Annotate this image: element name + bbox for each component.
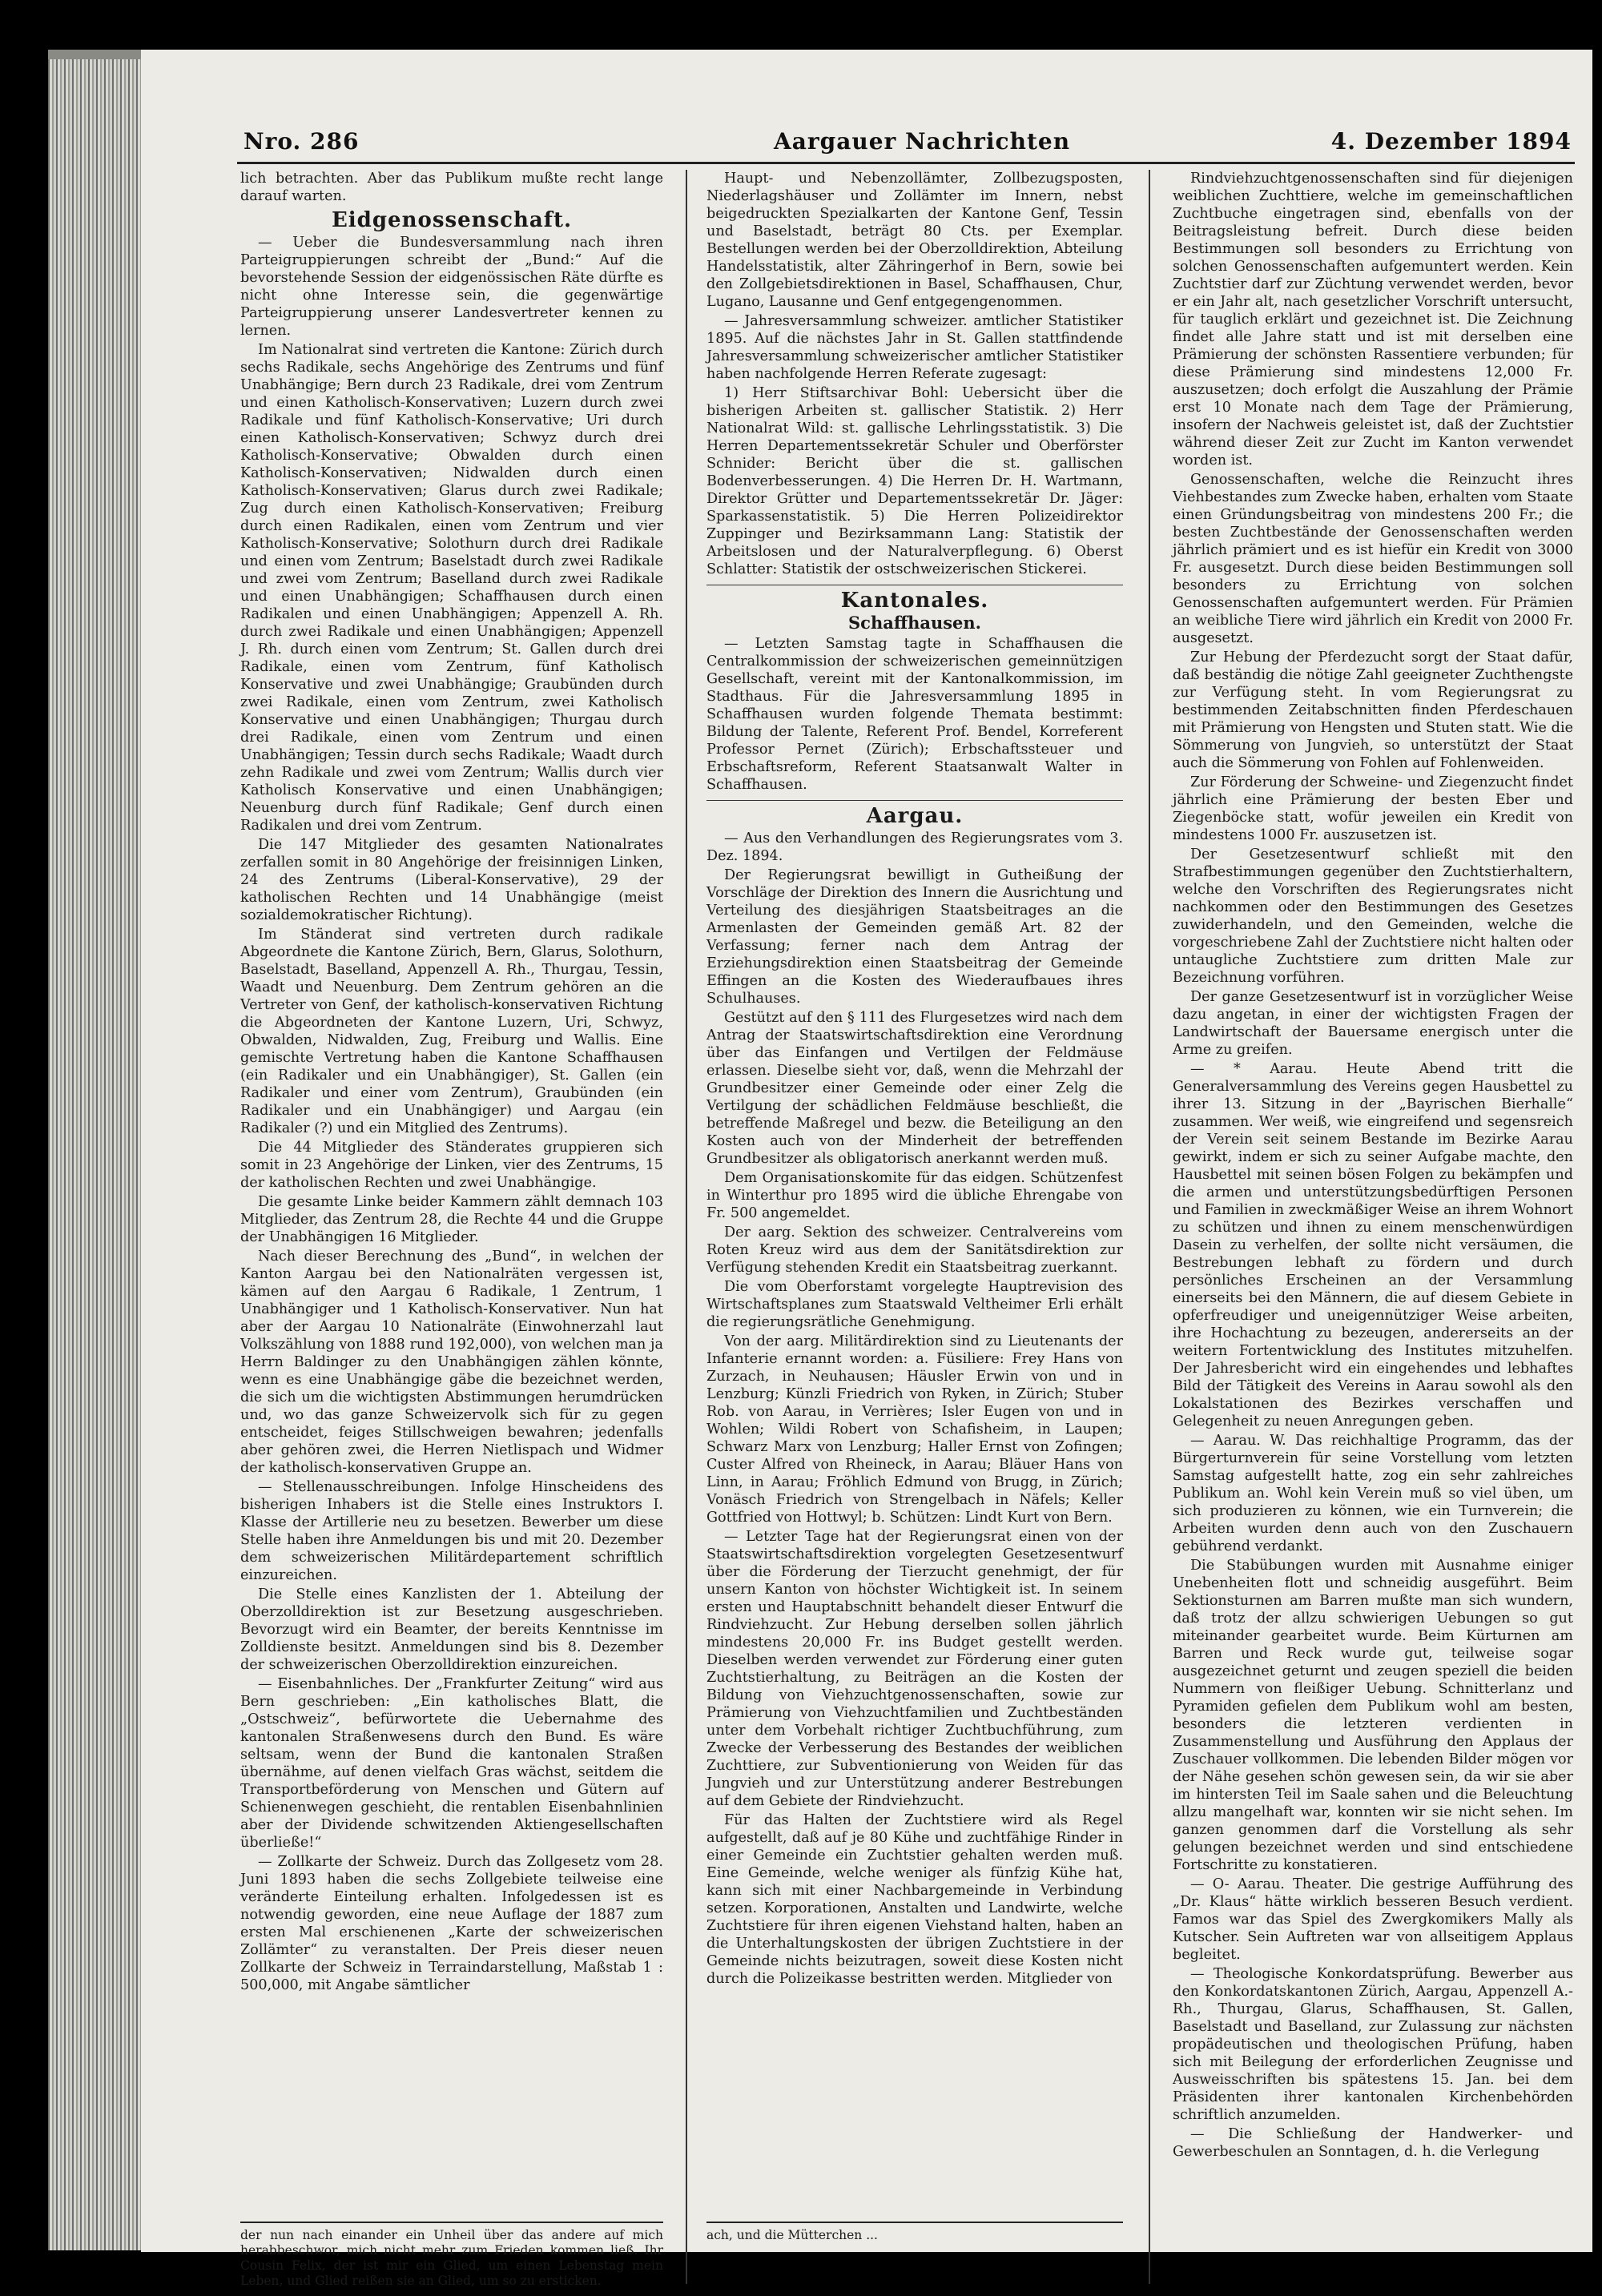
subsection-title-schaffhausen: Schaffhausen. [848,613,981,633]
newspaper-page [141,50,1592,2288]
column-3-body [1173,170,1573,2161]
article-paragraph: — Aus den Verhandlungen des Regierungsrates vom 3. Dez. 1894. [706,830,1123,864]
feuilleton-text-1: der nun nach einander ein Unheil über das andere auf mich herabbeschwor, mich nicht mehr zum Frieden kommen ließ. Ihr Cousin Felix, der ist mir ein Glied, um einen Lebenstag mein Leben, und Glied reißen sie an Glied, um so zu ersticken. [240,2228,663,2288]
aargau-body [706,830,1123,1988]
issue-date: 4. Dezember 1894 [1330,128,1572,155]
article-paragraph: Im Ständerat sind vertreten durch radikale Abgeordnete die Kantone Zürich, Bern, Glarus, Solothurn, Baselstadt, Baselland, Appenzell A. Rh., Thurgau, Tessin, Waadt und Neuenburg. Dem Zentrum gehören an die Vertreter von Genf, der katholisch-konservativen Richtung die Abgeordneten der Kantone Luzern, Uri, Schwyz, Obwalden, Nidwalden, Zug, Freiburg und Wallis. Eine gemischte Vertretung haben die Kantone Schaffhausen (ein Radikaler und ein Unabhängiger), St. Gallen (ein Radikaler und einer vom Zentrum), Graubünden (ein Radikaler und ein Unabhängiger) und Aargau (ein Radikaler (?) und ein Mitglied des Zentrums). [240,927,663,1136]
article-paragraph: — Zollkarte der Schweiz. Durch das Zollgesetz vom 28. Juni 1893 haben die sechs Zollgebiete teilweise eine veränderte Einteilung erhalten. Infolgedessen ist es notwendig geworden, eine neue Auflage der 1887 zum ersten Mal erschienenen „Karte der schweizerischen Zollämter“ zu veranstalten. Der Preis dieser neuen Zollkarte der Schweiz in Terraindarstellung, Maßstab 1 : 500,000, mit Angabe sämtlicher [240,1854,663,1993]
section-rule [706,800,1123,801]
article-paragraph: Nach dieser Berechnung des „Bund“, in welchen der Kanton Aargau bei den Nationalräten vergessen ist, kämen auf den Aargau 6 Radikale, 1 Zentrum, 1 Unabhängiger und 1 Katholisch-Konservativer. Nun hat aber der Aargau 10 Nationalräte (Einwohnerzahl laut Volkszählung von 1888 rund 192,000), von welchen man ja Herrn Baldinger zu den Unabhängigen zählen könnte, wenn es eine Unabhängige gäbe die bezeichnet werden, die sich um die wichtigsten Abstimmungen herumdrücken und, wo das ganze Schweizervolk sich für zu gegen entscheidet, feiges Stillschweigen bewahren; jedenfalls aber gehören zwei, die Herren Nietlispach und Widmer der katholisch-konservativen Gruppe an. [240,1249,663,1476]
article-paragraph: Dem Organisationskomite für das eidgen. Schützenfest in Winterthur pro 1895 wird die übliche Ehrengabe von Fr. 500 angemeldet. [706,1170,1123,1221]
column-2 [706,170,1123,2260]
column-3 [1173,170,1573,2260]
article-paragraph: — Jahresversammlung schweizer. amtlicher Statistiker 1895. Auf die nächstes Jahr in St. Gallen stattfindende Jahresversammlung schweizerischer amtlicher Statistiker haben nachfolgende Herren Referate zugesagt: [706,313,1123,382]
column-1 [240,170,663,2260]
article-paragraph: — Ueber die Bundesversammlung nach ihren Parteigruppierungen schreibt der „Bund:“ Auf die bevorstehende Session der eidgenössischen Räte dürfte es nicht ohne Interesse sein, die gegenwärtige Parteigruppierung unserer Landesvertreter kennen zu lernen. [240,235,663,339]
feuilleton-rule-1 [240,2222,663,2223]
article-paragraph: Der ganze Gesetzesentwurf ist in vorzüglicher Weise dazu angetan, in einer der wichtigsten Fragen der Landwirtschaft der Bauersame energisch unter die Arme zu greifen. [1173,989,1573,1058]
column-separator-2 [1149,170,1150,2284]
article-paragraph: 1) Herr Stiftsarchivar Bohl: Uebersicht über die bisherigen Arbeiten st. gallischer Statistik. 2) Herr Nationalrat Wild: st. gallische Lehrlingsstatistik. 3) Die Herren Departementssekretär Schuler und Oberförster Schnider: Bericht über die st. gallischen Bodenverbesserungen. 4) Die Herren Dr. H. Wartmann, Direktor Grütter und Departementssekretär Dr. Jäger: Sparkassenstatistik. 5) Die Herren Polizeidirektor Zuppinger und Bezirksammann Lang: Statistik der Arbeitslosen und der Naturalverpflegung. 6) Oberst Schlatter: Statistik der ostschweizerischen Stickerei. [706,385,1123,577]
article-paragraph: Die gesamte Linke beider Kammern zählt demnach 103 Mitglieder, das Zentrum 28, die Rechte 44 und die Gruppe der Unabhängigen 16 Mitglieder. [240,1194,663,1245]
article-paragraph: — Letzter Tage hat der Regierungsrat einen von der Staatswirtschaftsdirektion vorgelegten Gesetzesentwurf über die Förderung der Tierzucht genehmigt, der für unsern Kanton von höchster Wichtigkeit ist. In seinem ersten und Hauptabschnitt behandelt dieser Entwurf die Rindviehzucht. Zur Hebung derselben sollen jährlich mindestens 20,000 Fr. ins Budget gestellt werden. Dieselben werden verwendet zur Förderung einer guten Zuchtstierhaltung, zu Beiträgen an die Kosten der Bildung von Viehzuchtgenossenschaften, sowie zur Prämierung von Viehzuchtfamilien und Zuchtbeständen unter dem Vorbehalt richtiger Zuchtbuchführung, zum Zwecke der Verbesserung des Bestandes der weiblichen Zuchttiere, zur Subventionierung von Weiden für das Jungvieh und zur Unterstützung anderer Bestrebungen auf dem Gebiete der Rindviehzucht. [706,1529,1123,1809]
article-paragraph: Zur Hebung der Pferdezucht sorgt der Staat dafür, daß beständig die nötige Zahl geeigneter Zuchthengste zur Verfügung steht. In vom Regierungsrat zu bestimmenden Zeitabschnitten finden Pferdeschauen mit Prämierung von Hengsten und Stuten statt. Wie die Sömmerung von Jungvieh, so unterstützt der Staat auch die Sömmerung von Fohlen auf Fohlenweiden. [1173,649,1573,771]
article-paragraph: Genossenschaften, welche die Reinzucht ihres Viehbestandes zum Zwecke haben, erhalten vom Staate einen Gründungsbeitrag von mindestens 200 Fr.; die besten Zuchtbestände der Genossenschaften werden jährlich prämiert und es ist hiefür ein Kredit von 3000 Fr. ausgesetzt. Durch diese beiden Bestimmungen soll besonders zu Errichtung von solchen Genossenschaften aufgemuntert werden. Für Prämien an weibliche Tiere wird jährlich ein Kredit von 2000 Fr. ausgesetzt. [1173,472,1573,646]
article-paragraph: Die 147 Mitglieder des gesamten Nationalrates zerfallen somit in 80 Angehörige der freisinnigen Linken, 24 des Zentrums (Liberal-Konservative), 29 der katholischen Rechten und 14 Unabhängige (meist sozialdemokratischer Richtung). [240,837,663,923]
article-paragraph: Der aarg. Sektion des schweizer. Centralvereins vom Roten Kreuz wird aus dem der Sanitätsdirektion zur Verfügung stehenden Kredit ein Staatsbeitrag zuerkannt. [706,1224,1123,1276]
column-1-body [240,234,663,1994]
intro-text: lich betrachten. Aber das Publikum mußte recht lange darauf warten. [240,171,663,204]
article-paragraph: Der Gesetzesentwurf schließt mit den Strafbestimmungen gegenüber den Zuchtstierhaltern, welche den Vorschriften des Regierungsrates nicht nachkommen oder den Bestimmungen des Gesetzes zuwiderhandeln, und den Gemeinden, welche die vorgeschriebene Zahl der Zuchtstiere nicht halten oder untaugliche Zuchtstiere zum dritten Male zur Bezeichnung vorführen. [1173,846,1573,986]
article-paragraph: Gestützt auf den § 111 des Flurgesetzes wird nach dem Antrag der Staatswirtschaftsdirektion eine Verordnung über das Einfangen und Vertilgen der Feldmäuse erlassen. Dieselbe sieht vor, daß, wenn die Mehrzahl der Grundbesitzer einer Gemeinde oder einer Zelg die Vertilgung der schädlichen Feldmäuse beschließt, die betreffende Maßregel und bezw. die Beteiligung an den Kosten auch von der Minderheit der betreffenden Grundbesitzer als obligatorisch anerkannt werden muß. [706,1010,1123,1167]
article-paragraph: — Aarau. W. Das reichhaltige Programm, das der Bürgerturnverein für seine Vorstellung vom letzten Samstag aufgestellt hatte, zog ein sehr zahlreiches Publikum an. Wohl kein Verein muß so viel üben, um sich produzieren zu können, wie ein Turnverein; die Arbeiten wurden denn auch von den Zuschauern gebührend verdankt. [1173,1433,1573,1554]
article-paragraph: — Stellenausschreibungen. Infolge Hinscheidens des bisherigen Inhabers ist die Stelle eines Instruktors I. Klasse der Artillerie neu zu besetzen. Bewerber um diese Stelle haben ihre Anmeldungen bis und mit 20. Dezember dem schweizerischen Militärdepartement schriftlich einzureichen. [240,1479,663,1583]
header-rule [237,162,1575,164]
section-title-aargau: Aargau. [866,804,964,828]
book-spine-top [48,50,144,59]
article-paragraph: Die 44 Mitglieder des Ständerates gruppieren sich somit in 23 Angehörige der Linken, vier des Zentrums, 15 der katholischen Rechten und zwei Unabhängige. [240,1140,663,1191]
issue-number: Nro. 286 [244,128,360,155]
article-paragraph: — * Aarau. Heute Abend tritt die Generalversammlung des Vereins gegen Hausbettel zu ihrer 13. Sitzung in der „Bayrischen Bierhalle“ zusammen. Wer weiß, wie eingreifend und segensreich der Verein seit seinem Bestande im Bezirke Aarau gewirkt, indem er sich zu seiner Aufgabe machte, den Hausbettel mit seinen bösen Folgen zu bekämpfen und die armen und unterstützungsbedürftigen Personen und Familien in zweckmäßiger Weise an ihrem Wohnort zu schützen und ihnen zu einem menschenwürdigen Dasein zu verhelfen, der sollte nicht versäumen, die Bestrebungen lebhaft zu fördern und durch persönliches Erscheinen an der Versammlung einerseits bei den Männern, die auf diesem Gebiete in opferfreudiger und uneigennütziger Weise arbeiten, ihre Hochachtung zu bezeugen, andererseits an der weitern Fortentwicklung des Institutes mitzuhelfen. Der Jahresbericht wird ein eingehendes und lebhaftes Bild der Tätigkeit des Vereins in Aarau sowohl als den Lokalstationen des Bezirkes verschaffen und Gelegenheit zu neuen Anregungen geben. [1173,1061,1573,1429]
article-paragraph: Die Stabübungen wurden mit Ausnahme einiger Unebenheiten flott und schneidig ausgeführt. Beim Sektionsturnen am Barren mußte man sich wundern, daß trotz der allzu schwierigen Uebungen so gut miteinander gearbeitet wurde. Beim Kürturnen am Barren und Reck wurde gut, teilweise sogar ausgezeichnet geturnt und zeugen speziell die beiden Nummern von fleißiger Uebung. Schnitterlanz und Pyramiden gefielen dem Publikum wohl am besten, besonders die letzteren verdienten in Zusammenstellung und Ausführung den Applaus der Zuschauer vollkommen. Die lebenden Bilder mögen vor der Nähe gesehen schön gewesen sein, da wir sie aber im hintersten Teil im Saale sahen und die Beleuchtung allzu mangelhaft war, konnten wir sie nicht sehen. Im ganzen genommen darf die Vorstellung als sehr gelungen bezeichnet werden und sind entschiedene Fortschritte zu konstatieren. [1173,1558,1573,1873]
article-paragraph: — Eisenbahnliches. Der „Frankfurter Zeitung“ wird aus Bern geschrieben: „Ein katholisches Blatt, die „Ostschweiz“, befürwortete die Uebernahme des kantonalen Straßenwesens durch den Bund. Es wäre seltsam, wenn der Bund die kantonalen Straßen übernähme, auf denen vielfach Gras wächst, seitdem die Transportbeförderung von Menschen und Gütern auf Schienenwegen geschieht, die rentablen Eisenbahnlinien aber der Dividende schwitzenden Aktiengesellschaften überließe!“ [240,1676,663,1851]
article-paragraph: Zur Förderung der Schweine- und Ziegenzucht findet jährlich eine Prämierung der besten Eber und Ziegenböcke statt, wofür jeweilen ein Kredit von mindestens 1000 Fr. auszusetzen ist. [1173,774,1573,843]
book-spine-edge [48,56,144,2250]
feuilleton-rule-2 [706,2222,1123,2223]
column-2-top [706,170,1123,578]
article-paragraph: Im Nationalrat sind vertreten die Kantone: Zürich durch sechs Radikale, sechs Angehörige des Zentrums und fünf Unabhängige; Bern durch 23 Radikale, drei vom Zentrum und einen Katholisch-Konservativen; Luzern durch zwei Radikale und fünf Katholisch-Konservative; Uri durch einen Katholisch-Konservativen; Schwyz durch drei Katholisch-Konservative; Obwalden durch einen Katholisch-Konservativen; Nidwalden durch einen Katholisch-Konservativen; Glarus durch zwei Radikale; Zug durch einen Katholisch-Konservativen; Freiburg durch einen Radikalen, einen vom Zentrum und vier Katholisch-Konservative; Solothurn durch drei Radikale und einen vom Zentrum; Baselstadt durch zwei Radikale und zwei vom Zentrum; Baselland durch zwei Radikale und einen Unabhängigen; Schaffhausen durch einen Radikalen und einen Unabhängigen; Appenzell A. Rh. durch zwei Radikale und einen Unabhängigen; Appenzell J. Rh. durch einen vom Zentrum; St. Gallen durch drei Radikale, einen vom Zentrum, fünf Katholisch Konservative und zwei Unabhängige; Graubünden durch zwei Radikale, einen vom Zentrum, zwei Katholisch Konservative und einen Unabhängigen; Thurgau durch drei Radikale, einen vom Zentrum und einen Unabhängigen; Tessin durch sechs Radikale; Waadt durch zehn Radikale und zwei vom Zentrum; Wallis durch vier Katholisch Konservative und einen Unabhängigen; Neuenburg durch fünf Radikale; Genf durch einen Radikalen und drei vom Zentrum. [240,342,663,834]
article-paragraph: — Die Schließung der Handwerker- und Gewerbeschulen an Sonntagen, d. h. die Verlegung [1173,2126,1573,2160]
article-paragraph: Haupt- und Nebenzollämter, Zollbezugsposten, Niederlagshäuser und Zollämter im Innern, nebst beigedruckten Spezialkarten der Kantone Genf, Tessin und Baselstadt, beträgt 80 Cts. per Exemplar. Bestellungen werden bei der Oberzolldirektion, Abteilung Handelsstatistik, alter Zähringerhof in Bern, sowie bei den Zollgebietsdirektionen in Basel, Schaffhausen, Chur, Lugano, Lausanne und Genf entgegengenommen. [706,171,1123,310]
article-paragraph: Rindviehzuchtgenossenschaften sind für diejenigen weiblichen Zuchttiere, welche im gemeinschaftlichen Zuchtbuche eingetragen sind, ebenfalls von der Beitragsleistung befreit. Durch diese beiden Bestimmungen soll besonders zu Errichtung von solchen Genossenschaften aufgemuntert werden. Kein Zuchtstier darf zur Züchtung verwendet werden, bevor er ein Jahr alt, nach gesetzlicher Vorschrift untersucht, für tauglich erklärt und gezeichnet ist. Die Zeichnung findet alle Jahre statt und ist mit derselben eine Prämierung der schönsten Rassentiere verbunden; für diese Prämierung sind mindestens 12,000 Fr. auszusetzen; doch erfolgt die Auszahlung der Prämie erst 10 Monate nach dem Tage der Prämierung, insofern der Nachweis geleistet ist, daß der Zuchtstier während dieser Zeit zur Zucht im Kanton verwendet worden ist. [1173,171,1573,468]
masthead-title: Aargauer Nachrichten [774,128,1071,155]
article-paragraph: — O- Aarau. Theater. Die gestrige Aufführung des „Dr. Klaus“ hätte wirklich besseren Besuch verdient. Famos war das Spiel des Zwergkomikers Mally als Kutscher. Sein Auftreten war von allseitigem Applaus begleitet. [1173,1876,1573,1963]
feuilleton-text-2: ach, und die Mütterchen ... [706,2228,878,2242]
article-paragraph: Die vom Oberforstamt vorgelegte Hauptrevision des Wirtschaftsplanes zum Staatswald Veltheimer Erli erhält die regierungsrätliche Genehmigung. [706,1279,1123,1330]
section-title-kantonales: Kantonales. [840,589,989,613]
article-paragraph: — Theologische Konkordatsprüfung. Bewerber aus den Konkordatskantonen Zürich, Aargau, Appenzell A.-Rh., Thurgau, Glarus, Schaffhausen, St. Gallen, Baselstadt und Baselland, zur Zulassung zur nächsten propädeutischen und theologischen Prüfung, haben sich mit Beilegung der erforderlichen Zeugnisse und Ausweisschriften bis spätestens 15. Jan. bei dem Präsidenten ihrer kantonalen Kirchenbehörden schriftlich anzumelden. [1173,1966,1573,2123]
article-paragraph: Die Stelle eines Kanzlisten der 1. Abteilung der Oberzolldirektion ist zur Besetzung ausgeschrieben. Bevorzugt wird ein Beamter, der bereits Kenntnisse im Zolldienste besitzt. Anmeldungen sind bis 8. Dezember der schweizerischen Oberzolldirektion einzureichen. [240,1586,663,1673]
section-title-eidgenossenschaft: Eidgenossenschaft. [331,208,573,232]
article-paragraph: Für das Halten der Zuchtstiere wird als Regel aufgestellt, daß auf je 80 Kühe und zuchtfähige Rinder in einer Gemeinde ein Zuchtstier gehalten werden muß. Eine Gemeinde, welche weniger als fünfzig Kühe hat, kann sich mit einer Nachbargemeinde in Verbindung setzen. Korporationen, Anstalten und Landwirte, welche Zuchtstiere für ihren eigenen Viehstand halten, haben an die Unterhaltungskosten der übrigen Zuchtstiere in der Gemeinde nichts beizutragen, soweit diese Kosten nicht durch die Polizeikasse bestritten werden. Mitglieder von [706,1812,1123,1987]
article-paragraph: Von der aarg. Militärdirektion sind zu Lieutenants der Infanterie ernannt worden: a. Füsiliere: Frey Hans von Zurzach, in Neuhausen; Häusler Erwin von und in Lenzburg; Künzli Friedrich von Ryken, in Zürich; Stuber Rob. von Aarau, in Verrières; Isler Eugen von und in Wohlen; Wildi Robert von Schafisheim, in Laupen; Schwarz Marx von Lenzburg; Haller Ernst von Zofingen; Custer Alfred von Rheineck, in Aarau; Bläuer Hans von Linn, in Aarau; Fröhlich Edmund von Brugg, in Zürich; Vonäsch Friedrich von Strengelbach in Näfels; Keller Gottfried von Hottwyl; b. Schützen: Lindt Kurt von Bern. [706,1333,1123,1526]
article-paragraph: Der Regierungsrat bewilligt in Gutheißung der Vorschläge der Direktion des Innern die Ausrichtung und Verteilung des diesjährigen Staatsbeitrages an die Armenlasten der Gemeinden gemäß Art. 82 der Verfassung; ferner nach dem Antrag der Erziehungsdirektion einen Staatsbeitrag der Gemeinde Effingen an die Kosten des Wiederaufbaues ihres Schulhauses. [706,867,1123,1007]
column-separator-1 [686,170,687,2284]
schaffhausen-text: — Letzten Samstag tagte in Schaffhausen die Centralkommission der schweizerischen gemeinnützigen Gesellschaft, vereint mit der Kantonalkommission, im Stadthaus. Für die Jahresversammlung 1895 in Schaffhausen wurden folgende Themata bestimmt: Bildung der Talente, Referent Prof. Bendel, Korreferent Professor Pernet (Zürich); Erbschaftssteuer und Erbschaftsreform, Referent Staatsanwalt Walter in Schaffhausen. [706,636,1123,793]
